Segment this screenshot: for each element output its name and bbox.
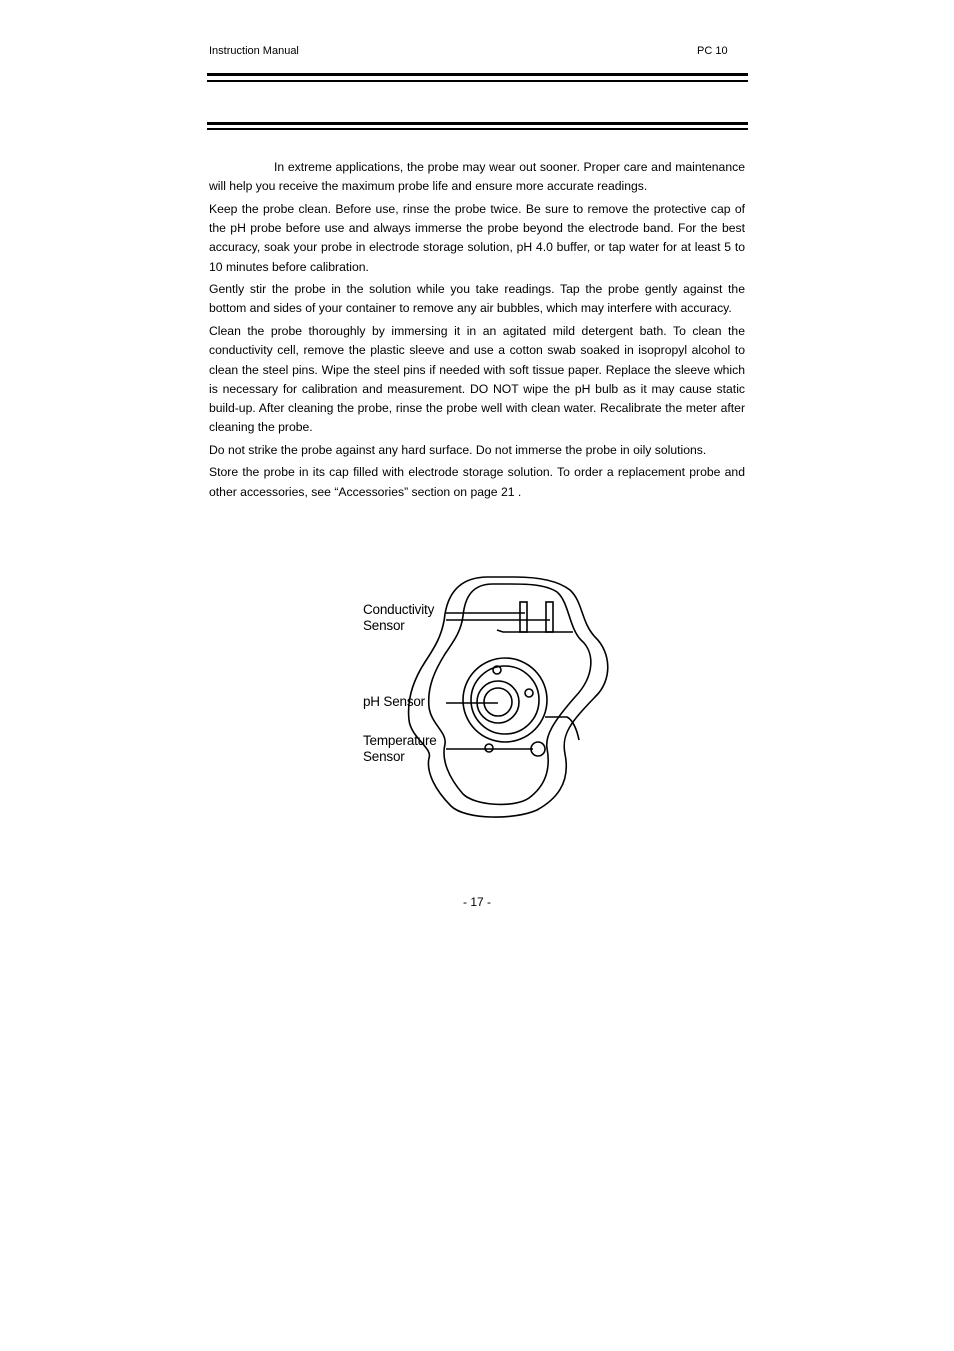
conductivity-pin-right	[546, 602, 553, 632]
conductivity-sensor-label: Conductivity Sensor	[363, 602, 435, 633]
page-number: - 17 -	[462, 895, 491, 909]
ph-sensor-middle-ring	[471, 666, 539, 734]
electrode-band	[497, 630, 573, 632]
port-small-bottom	[485, 744, 493, 752]
header-left: Instruction Manual	[209, 45, 299, 57]
paragraph-store-probe: Store the probe in its cap filled with electrode storage solution. To order a replacement probe and other accessories, see “Accessories” section on page 21 .	[209, 465, 745, 499]
conductivity-pin-left	[520, 602, 527, 632]
ph-sensor-label: pH Sensor	[363, 694, 425, 709]
ph-sensor-bulb	[484, 688, 512, 716]
header-rule-top-thin	[207, 80, 748, 82]
ph-sensor-outer-ring	[463, 658, 547, 742]
header-rule-top-thick	[207, 73, 748, 76]
paragraph-clean-thoroughly: Clean the probe thoroughly by immersing it in an agitated mild detergent bath. To clean the conductivity cell, remove the plastic sleeve and use a cotton swab soaked in isopropyl alcohol to clean the steel pins. Wipe the steel pins if needed with soft tissue paper. Replace the sleeve which is necessary for calibration and measurement. DO NOT wipe the pH bulb as it may cause static build-up. After cleaning the probe, rinse the probe well with clean water. Recalibrate the meter after cleaning the probe.	[209, 323, 745, 435]
body-text	[209, 158, 745, 505]
temperature-sensor	[531, 742, 545, 756]
temperature-sensor-label: Temperature Sensor	[363, 733, 437, 764]
paragraph-do-not-strike: Do not strike the probe against any hard surface. Do not immerse the probe in oily solutions.	[209, 442, 707, 457]
section-rule-thick	[207, 122, 748, 125]
header-right: PC 10	[697, 45, 728, 57]
paragraph-stir-probe: Gently stir the probe in the solution while you take readings. Tap the probe gently against the bottom and sides of your container to remove any air bubbles, which may interfere with accuracy.	[209, 282, 745, 316]
paragraph-probe-life: In extreme applications, the probe may wear out sooner. Proper care and maintenance will help you receive the maximum probe life and ensure more accurate readings.	[209, 160, 745, 194]
port-small-right	[525, 689, 533, 697]
probe-diagram	[355, 572, 625, 829]
section-rule-thin	[207, 128, 748, 130]
paragraph-keep-clean: Keep the probe clean. Before use, rinse the probe twice. Be sure to remove the protective cap of the pH probe before use and always immerse the probe beyond the electrode band. For the best accuracy, soak your probe in electrode storage solution, pH 4.0 buffer, or tap water for at least 5 to 10 minutes before calibration.	[209, 201, 745, 274]
